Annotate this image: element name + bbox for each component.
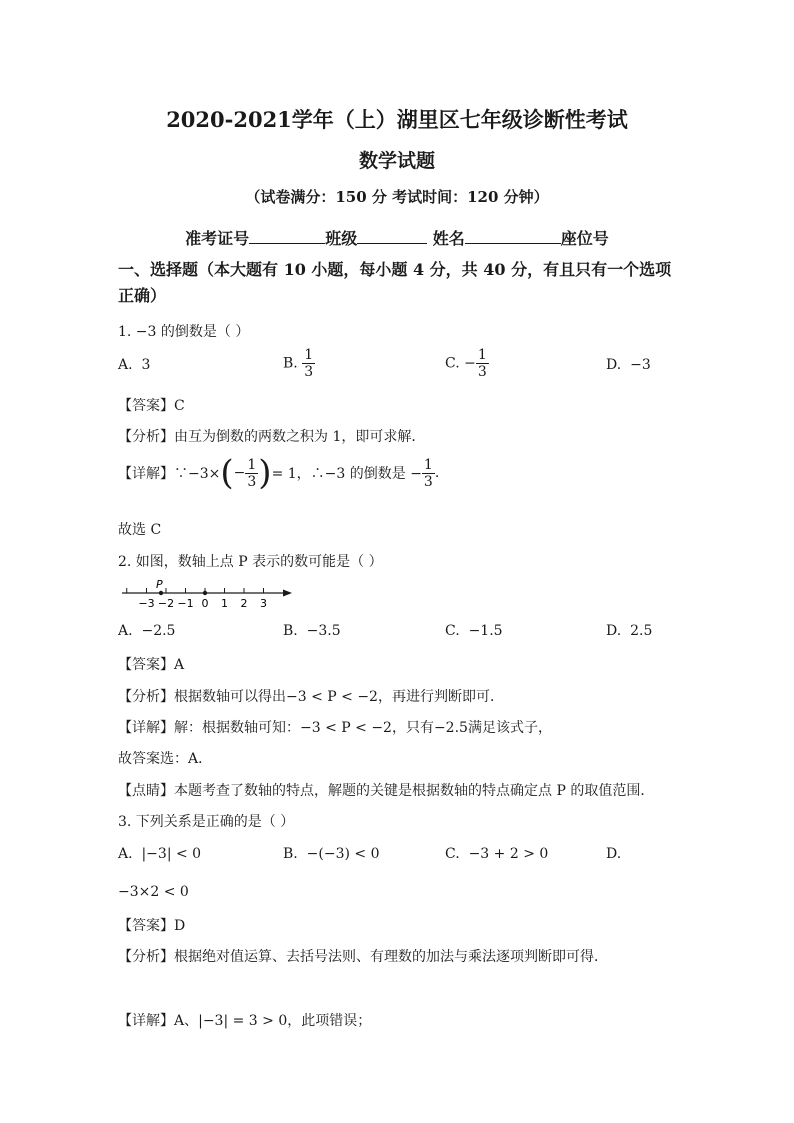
q1-detail: 【详解】∵−3×(− $\frac{1}{3}$ )= 1，∴−3 的倒数是 − $\frac{1}{3}$ . [118,453,440,493]
number-line-arrow [283,590,292,597]
q1-conclusion: 故选 C [118,522,162,538]
number-line-tick-label: −3 [138,597,155,610]
q2-answer: 【答案】A [118,657,185,673]
number-line-tick-label: −2 [157,597,175,610]
q3-stem: 3. 下列关系是正确的是（ ） [118,814,295,830]
number-line-tick-label: 0 [201,597,209,610]
exam-title: 2020-2021学年（上）湖里区七年级诊断性考试 [166,107,628,132]
q2-option-c: C. −1.5 [445,623,503,639]
number-line-tick-label: 3 [260,597,267,610]
q1-option-c-fraction: $\frac{1}{3}$ [477,347,487,380]
exam-number-blank [249,229,325,244]
q3-option-a: A. |−3| < 0 [118,846,202,862]
q3-option-b: B. −(−3) < 0 [283,846,380,862]
section-heading: 一、选择题（本大题有 10 小题，每小题 4 分，共 40 分，有且只有一个选项正确） [118,260,672,305]
q3-option-d-label: D. [606,846,622,862]
q2-number-line [118,578,298,612]
q3-analysis: 【分析】根据绝对值运算、去括号法则、有理数的加法与乘法逐项判断即可得． [118,949,608,965]
name-label: 姓名 [432,229,465,248]
q1-option-a: A. 3 [118,357,151,373]
class-label: 班级 [325,229,358,248]
q3-option-d-value: −3×2 < 0 [118,884,189,900]
q1-option-d: D. −3 [606,357,651,373]
seat-label: 座位号 [560,229,609,248]
q1-stem: 1. −3 的倒数是（ ） [118,324,250,340]
q1-analysis: 【分析】由互为倒数的两数之积为 1，即可求解． [118,429,426,445]
origin-dot [203,591,207,595]
q2-analysis: 【分析】根据数轴可以得出−3 < P < −2，再进行判断即可． [118,689,504,705]
q2-detail: 【详解】解：根据数轴可知：−3 < P < −2，只有−2.5满足该式子， [118,720,552,736]
q1-option-c: C. − $\frac{1}{3}$ [445,347,487,380]
number-line-tick-label: 2 [240,597,248,610]
q1-option-b: B. $\frac{1}{3}$ [283,347,314,380]
q2-option-a: A. −2.5 [118,623,176,639]
q1-option-b-fraction: $\frac{1}{3}$ [304,347,314,380]
class-blank [357,229,427,244]
number-line-tick-label: −1 [177,597,194,610]
q2-comment: 【点睛】本题考查了数轴的特点，解题的关键是根据数轴的特点确定点 P 的取值范围． [118,783,655,799]
q1-answer: 【答案】C [118,398,185,414]
exam-number-label: 准考证号 [185,229,250,248]
q3-option-c: C. −3 + 2 > 0 [445,846,549,862]
candidate-info [0,226,794,249]
q2-conclusion: 故答案选：A． [118,751,213,767]
point-p-dot [159,591,163,595]
q2-stem: 2. 如图，数轴上点 P 表示的数可能是（ ） [118,554,383,570]
q2-option-d: D. 2.5 [606,623,653,639]
q3-detail: 【详解】A、|−3| = 3 > 0，此项错误； [118,1013,372,1029]
name-blank [465,229,561,244]
q2-option-b: B. −3.5 [283,623,341,639]
number-line-tick-label: 1 [221,597,228,610]
exam-note: （试卷满分：150 分 考试时间：120 分钟） [245,188,549,206]
point-p-label: P [156,578,163,591]
q3-answer: 【答案】D [118,918,186,934]
exam-subtitle: 数学试题 [358,150,435,172]
